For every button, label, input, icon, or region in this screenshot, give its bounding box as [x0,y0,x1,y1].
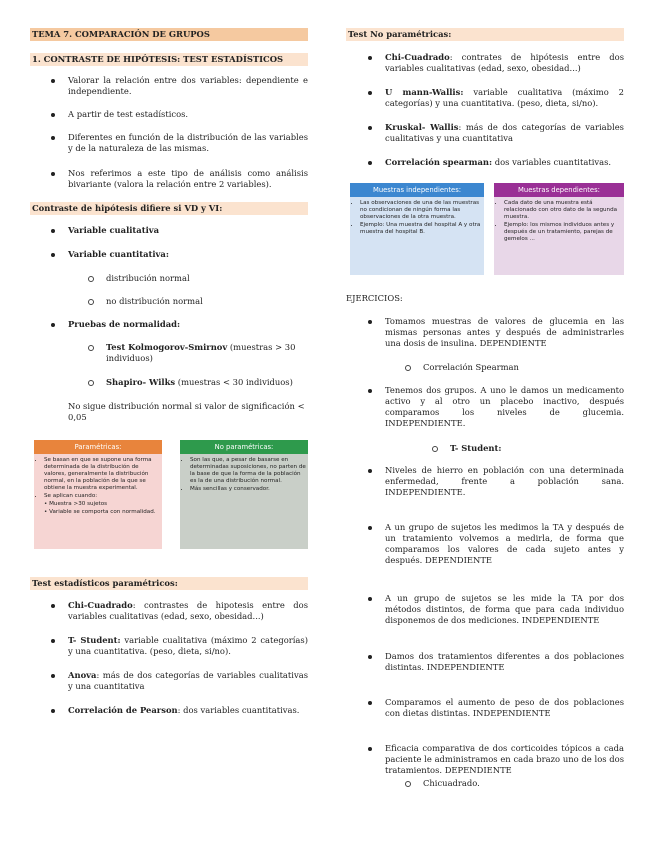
bullet-pruebas: Pruebas de normalidad: [68,319,308,330]
bullet-cuantitativa: Variable cuantitativa: [68,249,308,260]
card-parametricas-title: Paramétricas: [34,440,162,454]
card-parametricas-item: • Variable se comporta con normalidad. [44,509,156,515]
bullet-valorar: Valorar la relación entre dos variables: dependiente e independiente. [68,75,308,96]
card-dependientes-item: • Ejemplo: los mismos individuos antes y después de un tratamiento, parejas de gemelos ... [504,222,624,243]
no-sigue-text: No sigue distribución normal si valor de significación < 0,05 [68,401,305,422]
card-independientes-title: Muestras independientes: [350,183,484,197]
sub-kolmogorov: Test Kolmogorov-Smirnov (muestras > 30 individuos) [106,342,308,364]
ejercicios-heading: EJERCICIOS: [346,293,403,303]
card-parametricas-item: • Muestra >30 sujetos [44,501,108,507]
card-no-parametricas [180,440,308,549]
param-test-pearson: Correlación de Pearson: dos variables cuantitativas. [68,705,308,716]
card-no-parametricas-item: • Más sencillas y conservador. [190,486,308,493]
exercise-4: A un grupo de sujetos les medimos la TA y después de un tratamiento volvemos a medirla, de forma que comparamos los valores de cada sujeto antes y después. DEPENDIENTE [385,522,624,565]
card-no-parametricas-item: • Son las que, a pesar de basarse en determinadas suposiciones, no parten de la base de que la forma de la población es la de una distribución normal. [190,457,308,485]
bullet-diferentes: Diferentes en función de la distribución de las variables y de la naturaleza de las mismas. [68,132,308,153]
exercise-1: Tomamos muestras de valores de glucemia en las mismas personas antes y después de administrarles una dosis de insulina. DEPENDIENTE [385,316,624,348]
section-parametricos: Test estadísticos paramétricos: [30,577,308,590]
card-parametricas-item: • Se aplican cuando: [44,493,162,500]
bullet-bivariante: Nos referimos a este tipo de análisis como análisis bivariante (valora la relación entre 2 variables). [68,168,308,189]
card-muestras-independientes [350,183,484,275]
card-muestras-dependientes [494,183,624,275]
param-test-tstudent: T- Student: variable cualitativa (máximo 2 categorías) y una cuantitativa. (peso, dieta, si/no). [68,635,308,656]
card-dependientes-item: • Cada dato de una muestra está relacionado con otro dato de la segunda muestra. [504,200,624,221]
noparam-test-chi: Chi-Cuadrado: contrates de hipótesis entre dos variables cualitativas (edad, sexo, obesidad...) [385,52,624,73]
section-contraste: 1. CONTRASTE DE HIPÓTESIS: TEST ESTADÍSTICOS [30,53,308,66]
param-test-chi: Chi-Cuadrado: contrastes de hipotesis entre dos variables cualitativas (edad, sexo, obesidad...) [68,600,308,621]
card-independientes-item: • Ejemplo: Una muestra del hospital A y otra muestra del hospital B. [360,222,484,236]
exercise-5: A un grupo de sujetos se les mide la TA por dos métodos distintos, de forma que para cada individuo disponemos de dos mediciones. INDEPENDIENTE [385,593,624,625]
exercise-3: Niveles de hierro en población con una determinada enfermedad, frente a población sana. INDEPENDIENTE. [385,465,624,497]
exercise-7: Comparamos el aumento de peso de dos poblaciones con dietas distintas. INDEPENDIENTE [385,697,624,718]
noparam-test-kruskal: Kruskal- Wallis: más de dos categorías de variables cualitativas y una cuantitativa [385,122,624,143]
bullet-cualitativa: Variable cualitativa [68,225,308,236]
sub-shapiro: Shapiro- Wilks (muestras < 30 individuos) [106,377,308,388]
card-independientes-item: • Las observaciones de una de las muestras no condicionan de ningún forma las observaciones de la otra muestra. [360,200,484,221]
noparam-test-umann: U mann-Wallis: variable cualitativa (máximo 2 categorías) y una cuantitativa. (peso, dieta, si/no). [385,87,624,108]
section-vd-vi: Contraste de hipótesis difiere si VD y VI: [30,202,308,215]
sub-dist-normal: distribución normal [106,273,190,283]
exercise-2: Tenemos dos grupos. A uno le damos un medicamento activo y al otro un placebo inactivo, después comparamos los niveles de glucemia. INDEPENDIENTE. [385,385,624,428]
page-title: TEMA 7. COMPARACIÓN DE GRUPOS [30,28,308,41]
bullet-test: A partir de test estadísticos. [68,109,308,120]
exercise-6: Damos dos tratamientos diferentes a dos poblaciones distintas. INDEPENDIENTE [385,651,624,672]
exercise-1-answer: Correlación Spearman [423,362,519,372]
param-test-anova: Anova: más de dos categorías de variables cualitativas y una cuantitativa [68,670,308,691]
section-no-parametricas: Test No paramétricas: [346,28,624,41]
noparam-test-spearman: Correlación spearman: dos variables cuantitativas. [385,157,624,168]
exercise-8-answer: Chicuadrado. [423,778,480,788]
card-no-parametricas-title: No paramétricas: [180,440,308,454]
exercise-8: Eficacia comparativa de dos corticoides tópicos a cada paciente le administramos en cada brazo uno de los dos tratamientos. DEPENDIENTE [385,743,624,775]
card-parametricas-item: • Se basan en que se supone una forma determinada de la distribución de valores, generalmente la distribución normal, en la población de la que se obtiene la muestra experimental. [44,457,162,492]
sub-no-dist-normal: no distribución normal [106,296,203,306]
card-dependientes-title: Muestras dependientes: [494,183,624,197]
exercise-2-answer: T- Student: [450,443,502,453]
card-parametricas [34,440,162,549]
